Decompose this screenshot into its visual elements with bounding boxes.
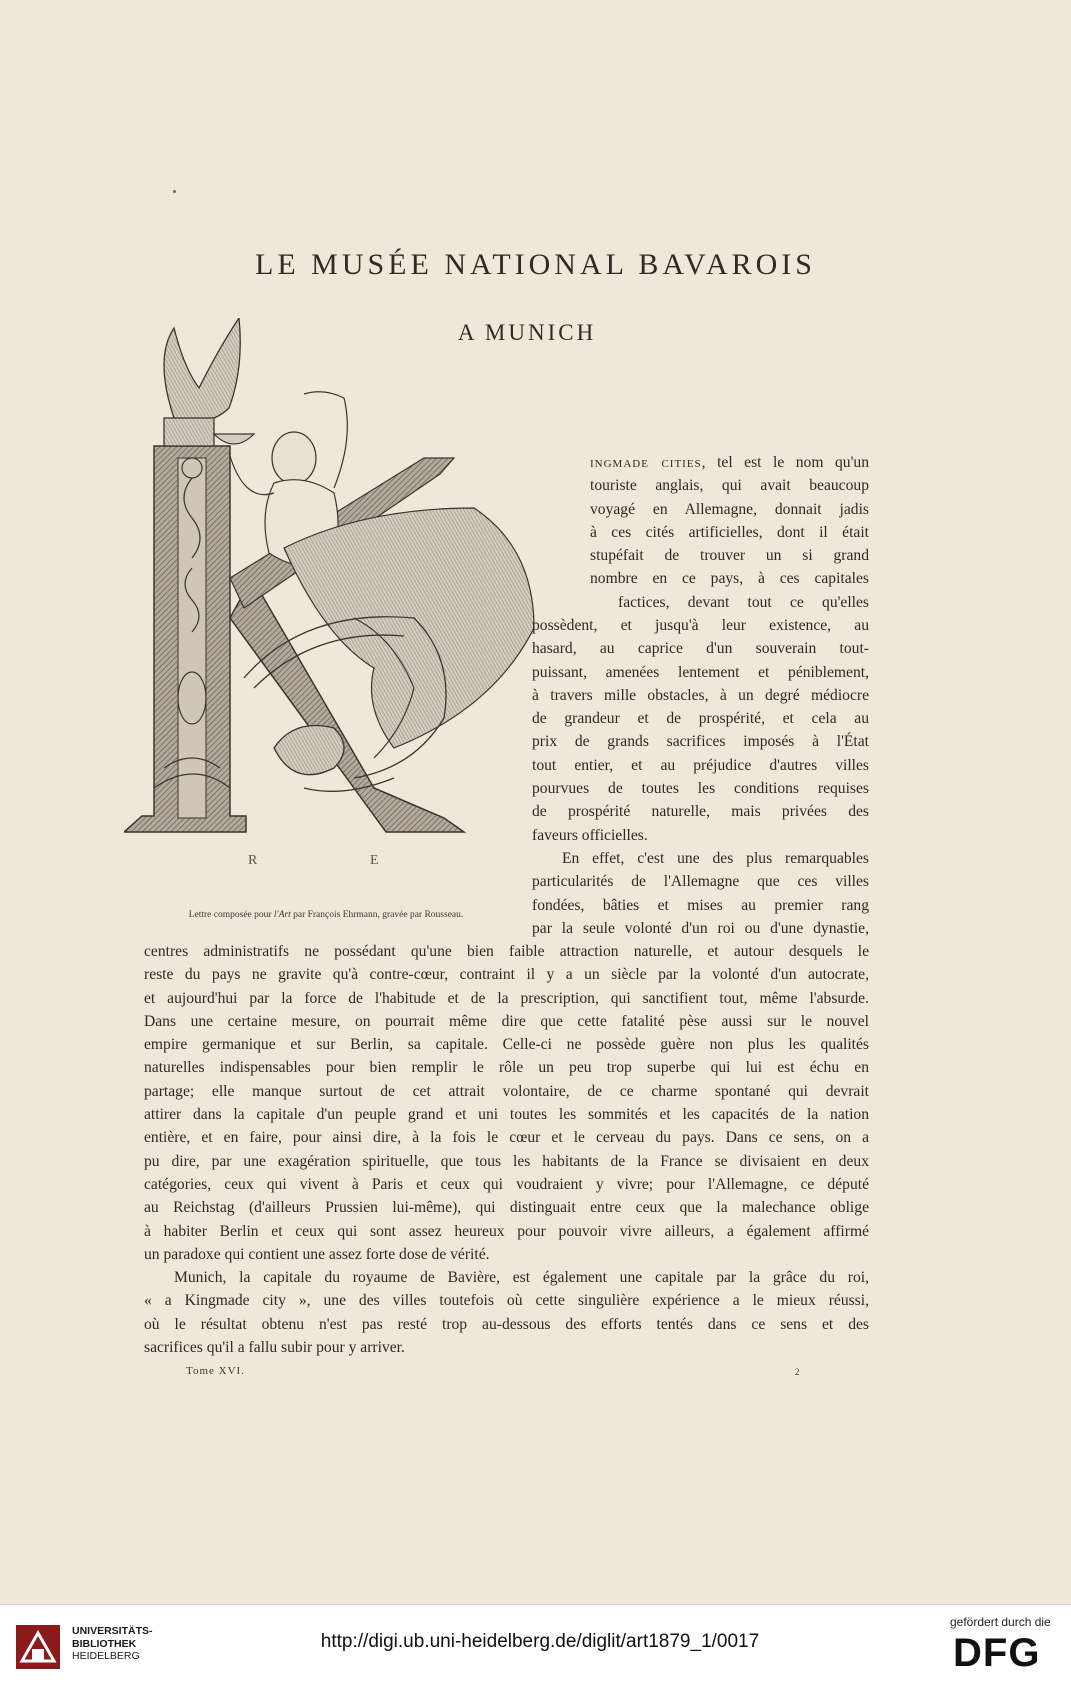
illustration-caption — [124, 910, 528, 920]
text-line: puissant, amenées lentement et péniblement, — [532, 663, 869, 681]
text-line: prix de grands sacrifices imposés à l'État — [532, 733, 869, 751]
text-line: un paradoxe qui contient une assez forte dose de vérité. — [144, 1245, 490, 1263]
text-line: factices, devant tout ce qu'elles — [618, 593, 869, 611]
svg-text:E: E — [370, 853, 379, 868]
article-title: LE MUSÉE NATIONAL BAVAROIS — [255, 248, 816, 281]
text-line: voyagé en Allemagne, donnait jadis — [590, 500, 869, 518]
body-text-block — [144, 940, 869, 1359]
library-logo[interactable] — [14, 1623, 174, 1671]
caption-italic: l'Art — [273, 910, 291, 920]
text-line: attirer dans la capitale d'un peuple grand et uni toutes les sommités et les capacités de la nation — [144, 1106, 869, 1124]
text-line: touriste anglais, qui avait beaucoup — [590, 477, 869, 495]
text-line: au Reichstag (d'ailleurs Prussien lui-même), qui distinguait entre ceux que la malechance oblige — [144, 1199, 869, 1217]
volume-label: Tome XVI. — [186, 1365, 245, 1377]
text-line: à habiter Berlin et ceux qui sont assez heureux pour pouvoir vivre ailleurs, a également affirmé — [144, 1222, 869, 1240]
text-line: faveurs officielles. — [532, 826, 648, 844]
text-line: hasard, au caprice d'un souverain tout- — [532, 640, 869, 658]
text-line: Munich, la capitale du royaume de Bavière, est également une capitale par la grâce du roi, — [174, 1269, 869, 1287]
text-line: « a Kingmade city », une des villes toutefois où cette singulière expérience a le mieux réussi, — [144, 1292, 869, 1310]
text-line: naturelles indispensables pour bien remplir le rôle un peu trop superbe qui lui est échu en — [144, 1059, 869, 1077]
text-line: et aujourd'hui par la force de l'habitude et de la prescription, qui sanctifient tout, même l'absurde. — [144, 989, 869, 1007]
text-line: pu dire, par une exagération spirituelle, que tous les habitants de la France se divisaient en deux — [144, 1152, 869, 1170]
caption-text: Lettre composée pour — [188, 910, 274, 920]
text-line: à ces cités artificielles, dont il était — [590, 523, 869, 541]
viewer-footer-bar — [0, 1604, 1071, 1684]
text-line: de grandeur et de prospérité, et cela au — [532, 710, 869, 728]
text-line: pourvues de toutes les conditions requises — [532, 780, 869, 798]
text-line: par la seule volonté d'un roi ou d'une dynastie, — [532, 919, 869, 937]
text-line: de prospérité naturelle, mais privées des — [532, 803, 869, 821]
text-line: Dans une certaine mesure, on pourrait même dire que cette fatalité pèse aussi sur le nouvel — [144, 1012, 869, 1030]
text-line: reste du pays ne gravite qu'à contre-cœur, contraint il y a un siècle par la volonté d'un autocrate, — [144, 966, 869, 984]
text-line: centres administratifs ne possédant qu'une bien faible attraction naturelle, et autour desquels le — [144, 943, 869, 960]
text-line: possèdent, et jusqu'à leur existence, au — [532, 617, 869, 634]
signature-mark: 2 — [795, 1367, 800, 1377]
university-seal-icon — [14, 1623, 62, 1671]
text-line: fondées, bâties et mises au premier rang — [532, 896, 869, 914]
text-line: à travers mille obstacles, à un degré médiocre — [532, 686, 869, 704]
text-line: catégories, ceux qui vivent à Paris et ceux qui voudraient y vivre; pour l'Allemagne, ce député — [144, 1175, 869, 1193]
text-line: stupéfait de trouver un si grand — [590, 547, 869, 565]
text-line: En effet, c'est une des plus remarquables — [562, 849, 869, 867]
text-line: nombre en ce pays, à ces capitales — [590, 570, 869, 588]
text-line: partage; elle manque surtout de cet attrait volontaire, de ce charme spontané qui devrait — [144, 1082, 869, 1100]
text-line: où le résultat obtenu n'est pas resté trop au-dessous des efforts tentés dans ce sens et des — [144, 1315, 869, 1333]
ornamental-initial-k-illustration — [124, 318, 598, 900]
caption-text-end: par François Ehrmann, gravée par Rousseau. — [290, 910, 464, 920]
permalink-url[interactable]: http://digi.ub.uni-heidelberg.de/diglit/art1879_1/0017 — [320, 1631, 760, 1652]
side-text-block — [532, 614, 869, 940]
dfg-logo[interactable]: DFG — [953, 1631, 1041, 1675]
funding-label: gefördert durch die — [950, 1615, 1051, 1629]
text-line: ingmade cities, tel est le nom qu'un — [590, 454, 869, 471]
library-name: UNIVERSITÄTS- BIBLIOTHEK HEIDELBERG — [72, 1625, 153, 1662]
svg-text:R: R — [248, 853, 258, 868]
text-line: entière, et en faire, pour ainsi dire, à la fois le cœur et le cerveau du pays. Dans ce sens, on a — [144, 1129, 869, 1147]
text-line: tout entier, et au préjudice d'autres villes — [532, 756, 869, 774]
text-line: sacrifices qu'il a fallu subir pour y arriver. — [144, 1339, 405, 1357]
ink-speck — [173, 190, 176, 193]
article-subtitle: A MUNICH — [457, 320, 597, 345]
text-line: particularités de l'Allemagne que ces villes — [532, 873, 869, 891]
text-line: empire germanique et sur Berlin, sa capitale. Celle-ci ne possède guère non plus les qualités — [144, 1036, 869, 1054]
initial-text-block — [590, 451, 869, 614]
